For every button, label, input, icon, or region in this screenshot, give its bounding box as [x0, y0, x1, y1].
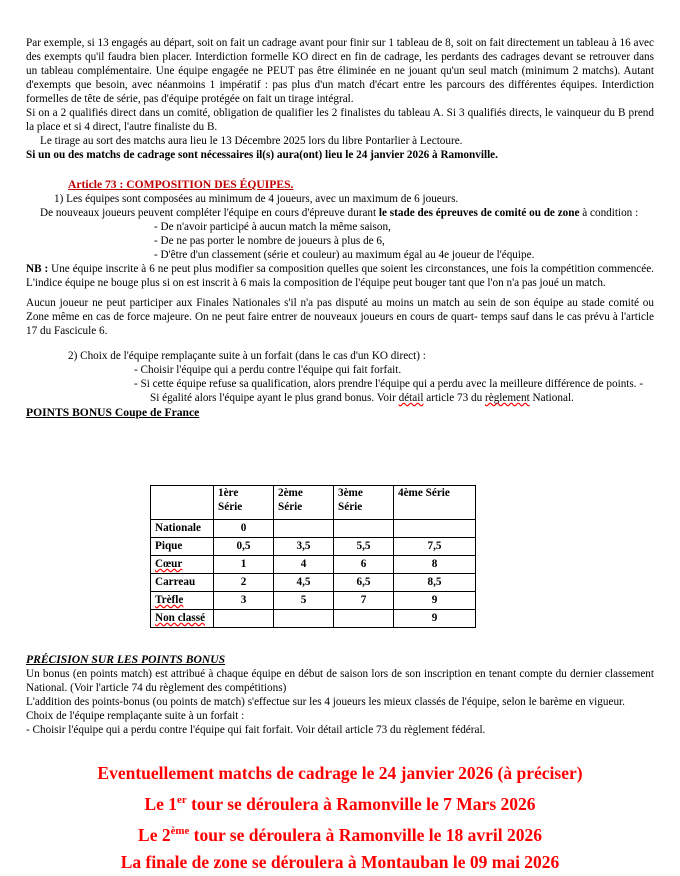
article-73-nb-paragraph: [26, 262, 654, 290]
row-label-pique: Pique: [151, 538, 214, 556]
table-header-3eme-serie: [334, 486, 394, 520]
item1-text-c: à condition :: [579, 207, 639, 219]
table-header-2eme-serie: [274, 486, 334, 520]
schedule-block: [26, 760, 654, 876]
cell-carreau-4eme: 8,5: [394, 574, 476, 592]
cell-non-classe-3eme: [334, 610, 394, 628]
cell-coeur-1ere: 1: [214, 556, 274, 574]
item1-text-bold: le stade des épreuves de comité ou de zone: [378, 207, 580, 219]
table-row: [151, 538, 476, 556]
precision-paragraph-1: Un bonus (en points match) est attribué à chaque équipe en début de saison lors de son inscription en tenant compte du dernier classement National. (Voir l'article 74 du règlement des compétitions): [26, 668, 654, 694]
tour2-sup: ème: [170, 824, 190, 837]
header-line-1: 1ère: [218, 487, 239, 499]
cell-coeur-2eme: 4: [274, 556, 334, 574]
cell-coeur-3eme: 6: [334, 556, 394, 574]
intro-paragraph-3: Le tirage au sort des matchs aura lieu le 13 Décembre 2025 lors du libre Pontarlier à Lectoure.: [40, 135, 463, 147]
article-73-item-1: 1) Les équipes sont composées au minimum de 4 joueurs, avec un maximum de 6 joueurs.: [54, 193, 459, 205]
article-73-item-2: 2) Choix de l'équipe remplaçante suite à un forfait (dans le cas d'un KO direct) :: [68, 350, 426, 362]
spellcheck-word-non-classe: Non classé: [155, 612, 206, 624]
article-73-aucun-joueur-paragraph: Aucun joueur ne peut participer aux Finales Nationales s'il n'a pas disputé au moins un match au sein de son équipe au stade comité ou Zone même en cas de force majeure. On ne peut faire entrer de nouveaux joueurs en cours de quart- temps sauf dans le cas prévu à l'article 17 du Fascicule 6.: [26, 297, 654, 337]
intro-paragraph-1: Par exemple, si 13 engagés au départ, soit on fait un cadrage avant pour finir sur 1 tableau de 8, soit on fait directement un tableau à 16 avec des exempts qu'il faudra bien placer. Interdiction formelle KO direct en fin de cadrage, les perdants des cadrages devant se retrouver dans un tableau complémentaire. Une équipe engagée ne PEUT pas être éliminée en ne jouant qu'un seul match (minimum 2 matchs). Autant d'exempts que besoin, avec néanmoins 1 impératif : pas plus d'un match d'écart entre les parcours des différentes équipes. Interdiction formelles de tête de série, pas d'équipe protégée on fait un tirage intégral.: [26, 37, 654, 105]
precision-paragraph-4: - Choisir l'équipe qui a perdu contre l'équipe qui fait forfait. Voir détail article 73 du règlement fédéral.: [26, 724, 486, 736]
cell-carreau-2eme: 4,5: [274, 574, 334, 592]
cell-nationale-4eme: [394, 520, 476, 538]
spellcheck-word-detail: détail: [398, 392, 424, 404]
article-73-bullet-3: - D'être d'un classement (série et couleur) au maximum égal au 4e joueur de l'équipe.: [154, 249, 535, 261]
row-label-trefle: [151, 592, 214, 610]
bullet2b-pre: Si égalité alors l'équipe ayant le plus grand bonus. Voir: [150, 392, 399, 404]
precision-heading: PRÉCISION SUR LES POINTS BONUS: [26, 653, 226, 666]
cell-non-classe-2eme: [274, 610, 334, 628]
tour1-post: tour se déroulera à Ramonville le 7 Mars 2026: [186, 793, 536, 814]
cell-trefle-2eme: 5: [274, 592, 334, 610]
points-bonus-table: [150, 485, 476, 628]
table-header-row: [151, 486, 476, 520]
cell-trefle-4eme: 9: [394, 592, 476, 610]
cell-trefle-3eme: 7: [334, 592, 394, 610]
spacer: [26, 338, 654, 349]
table-row: [151, 520, 476, 538]
nb-label: NB :: [26, 263, 49, 275]
cell-carreau-3eme: 6,5: [334, 574, 394, 592]
table-row: [151, 574, 476, 592]
points-bonus-heading: [26, 405, 654, 420]
tour1-sup: er: [177, 794, 187, 806]
cell-nationale-2eme: [274, 520, 334, 538]
document-body: [26, 36, 654, 420]
row-label-carreau: Carreau: [151, 574, 214, 592]
precision-section: [26, 652, 654, 737]
points-bonus-table-wrapper: [150, 485, 476, 628]
row-label-nationale: Nationale: [151, 520, 214, 538]
precision-paragraph-3: Choix de l'équipe remplaçante suite à un forfait :: [26, 710, 245, 722]
header-line-2: Série: [278, 500, 303, 513]
article-73-item-1-line-2: [26, 206, 654, 220]
tour2-post: tour se déroulera à Ramonville le 18 avril 2026: [189, 824, 542, 845]
cell-pique-3eme: 5,5: [334, 538, 394, 556]
bullet2b-mid: article 73 du: [423, 392, 485, 404]
points-bonus-heading-rest: Coupe de France: [112, 406, 200, 419]
cell-coeur-4eme: 8: [394, 556, 476, 574]
item1-text-a: De nouveaux joueurs peuvent compléter l'équipe en cours d'épreuve durant: [40, 207, 379, 219]
header-line-2: Série: [218, 500, 243, 513]
cell-non-classe-1ere: [214, 610, 274, 628]
schedule-line-cadrage: Eventuellement matchs de cadrage le 24 janvier 2026 (à préciser): [97, 763, 583, 783]
tour2-pre: Le 2: [138, 824, 171, 845]
header-line-1: 2ème: [278, 487, 303, 499]
intro-paragraph-4-bold: Si un ou des matchs de cadrage sont nécessaires il(s) aura(ont) lieu le 24 janvier 2026 à Ramonville.: [26, 149, 498, 161]
cell-nationale-1ere: 0: [214, 520, 274, 538]
table-header-4eme-serie: [394, 486, 476, 520]
bullet2b-post: National.: [529, 392, 574, 404]
table-row: [151, 592, 476, 610]
header-line-1: 4ème Série: [398, 487, 450, 499]
header-line-2: Série: [338, 500, 363, 513]
nb-text: Une équipe inscrite à 6 ne peut plus modifier sa composition quelles que soient les circonstances, une fois la compétition commencée. L'indice équipe ne bouge plus si on est inscrit à 6 mais la composition de l'équipe peut bouger tant que l'on n'a pas joué un match.: [26, 263, 654, 289]
spellcheck-word-coeur: Cœur: [155, 558, 183, 570]
table-row: [151, 610, 476, 628]
points-bonus-heading-bold: POINTS BONUS: [26, 406, 113, 419]
article-73-bullet-1: - De n'avoir participé à aucun match la même saison,: [154, 221, 391, 233]
table-header-corner: [151, 486, 214, 520]
article-73-item-2-bullet-1: - Choisir l'équipe qui a perdu contre l'équipe qui fait forfait.: [134, 364, 402, 376]
cell-pique-2eme: 3,5: [274, 538, 334, 556]
tour1-pre: Le 1: [144, 793, 178, 814]
schedule-line-tour-1: [26, 787, 654, 818]
row-label-coeur: [151, 556, 214, 574]
schedule-line-tour-2: [26, 818, 654, 849]
spacer: [26, 162, 654, 177]
article-73-bullet-2: - De ne pas porter le nombre de joueurs à plus de 6,: [154, 235, 385, 247]
table-header-1ere-serie: [214, 486, 274, 520]
table-body: [151, 486, 476, 628]
row-label-non-classe: [151, 610, 214, 628]
article-73-item-2-bullet-2b: [26, 391, 654, 405]
cell-nationale-3eme: [334, 520, 394, 538]
cell-carreau-1ere: 2: [214, 574, 274, 592]
header-line-1: 3ème: [338, 487, 363, 499]
cell-trefle-1ere: 3: [214, 592, 274, 610]
article-73-heading: Article 73 : COMPOSITION DES ÉQUIPES.: [68, 178, 294, 191]
spellcheck-word-trefle: Trèfle: [155, 594, 184, 606]
precision-paragraph-2: L'addition des points-bonus (ou points de match) s'effectue sur les 4 joueurs les mieux classés de l'équipe, selon le barème en vigueur.: [26, 696, 625, 708]
spellcheck-word-reglement: règlement: [485, 392, 530, 404]
intro-paragraph-2: Si on a 2 qualifiés direct dans un comité, obligation de qualifier les 2 finalistes du tableau A. Si 3 qualifiés directs, le vainqueur du B prend la place et si 4 direct, l'autre finaliste du B.: [26, 107, 654, 133]
cell-pique-1ere: 0,5: [214, 538, 274, 556]
cell-non-classe-4eme: 9: [394, 610, 476, 628]
schedule-line-finale: La finale de zone se déroulera à Montauban le 09 mai 2026: [120, 851, 560, 872]
table-row: [151, 556, 476, 574]
cell-pique-4eme: 7,5: [394, 538, 476, 556]
article-73-item-2-bullet-2a: - Si cette équipe refuse sa qualification, alors prendre l'équipe qui a perdu avec la meilleure différence de points. -: [134, 378, 644, 390]
